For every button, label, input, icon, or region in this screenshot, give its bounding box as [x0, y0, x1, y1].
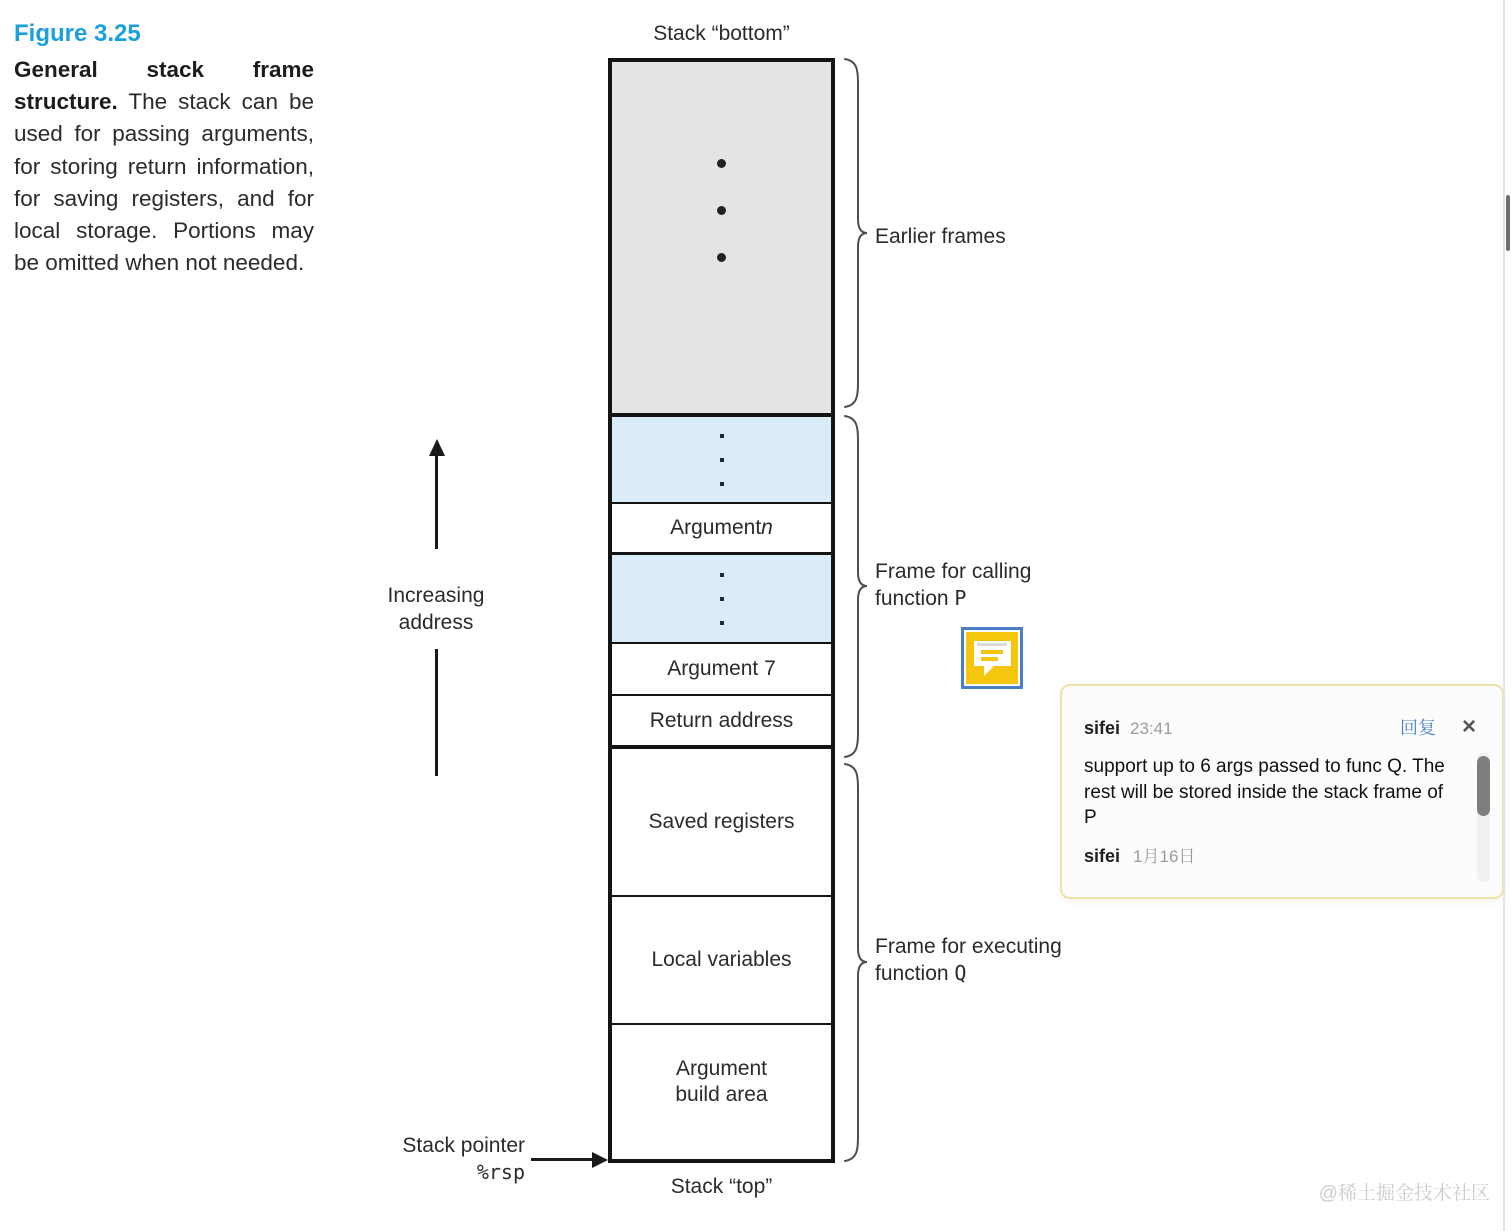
page-edge-line — [1503, 0, 1505, 1231]
stack-bottom-label: Stack “bottom” — [653, 22, 790, 45]
function-q-name: Q — [954, 961, 967, 985]
page-scrollbar-thumb[interactable] — [1506, 195, 1510, 251]
comment-icon-background — [966, 632, 1018, 684]
brace-frame-p — [842, 414, 868, 759]
stack-top-label: Stack “top” — [670, 1175, 773, 1198]
figure-description — [14, 54, 314, 279]
argument-build-line2: build area — [675, 1082, 768, 1106]
increasing-address-line-upper — [435, 453, 438, 549]
stack-diagram — [608, 58, 835, 1163]
stack-pointer-label: Stack pointer %rsp — [310, 1132, 525, 1186]
argument-build-area-cell — [612, 1023, 831, 1138]
figure-body-text: The stack can be used for passing arguments, for storing return information, for saving registers, and for local storage. Portions may be omitted when not needed. — [14, 89, 314, 276]
stack-pointer-arrowhead-icon — [592, 1152, 608, 1168]
comment-footer-author: sifei — [1084, 846, 1121, 866]
earlier-frames-cell — [612, 62, 831, 413]
watermark: @稀土掘金技术社区 — [1318, 1183, 1490, 1204]
comment-body: support up to 6 args passed to func Q. The rest will be stored inside the stack frame of P — [1084, 756, 1445, 828]
frame-calling-p-label: Frame for calling function P — [875, 560, 1032, 610]
comment-footer-date: 1月16日 — [1133, 847, 1196, 866]
comment-footer — [1084, 842, 1195, 867]
speech-bubble-icon — [974, 641, 1011, 666]
more-arguments-cell-2 — [612, 552, 831, 642]
local-variables-cell: Local variables — [612, 895, 831, 1023]
argument-n-cell — [612, 502, 831, 552]
argument-7-cell: Argument 7 — [612, 642, 831, 694]
saved-registers-cell: Saved registers — [612, 745, 831, 895]
ellipsis-dots-icon — [612, 159, 831, 262]
function-p-name: P — [954, 586, 967, 610]
rsp-register-label: %rsp — [476, 1160, 525, 1184]
frame-executing-q-label: Frame for executing function Q — [875, 935, 1062, 985]
comment-popup — [1060, 684, 1504, 899]
reply-button[interactable]: 回复 — [1399, 718, 1436, 738]
argument-n-label: Argument — [670, 516, 762, 539]
brace-earlier-frames — [842, 57, 868, 409]
return-address-cell: Return address — [612, 694, 831, 745]
close-icon[interactable]: × — [1461, 713, 1476, 740]
ellipsis-dots-icon — [720, 434, 724, 486]
comment-author: sifei — [1084, 718, 1121, 738]
ellipsis-dots-icon — [720, 573, 724, 625]
comment-header — [1084, 714, 1476, 740]
popup-scrollbar-thumb[interactable] — [1477, 756, 1490, 816]
earlier-frames-label: Earlier frames — [875, 225, 1006, 248]
figure-caption — [14, 20, 314, 279]
figure-number: Figure 3.25 — [14, 20, 141, 47]
brace-frame-q — [842, 762, 868, 1163]
more-arguments-cell — [612, 413, 831, 502]
figure-title: General stack frame structure. — [14, 57, 314, 115]
argument-build-line1: Argument — [675, 1056, 768, 1080]
comment-annotation-icon[interactable] — [961, 627, 1023, 689]
argument-n-variable: n — [761, 516, 773, 539]
increasing-address-line-lower — [435, 649, 438, 776]
stack-pointer-arrow-line — [531, 1158, 594, 1161]
increasing-address-label: Increasing address — [387, 584, 485, 634]
comment-time: 23:41 — [1130, 719, 1173, 738]
